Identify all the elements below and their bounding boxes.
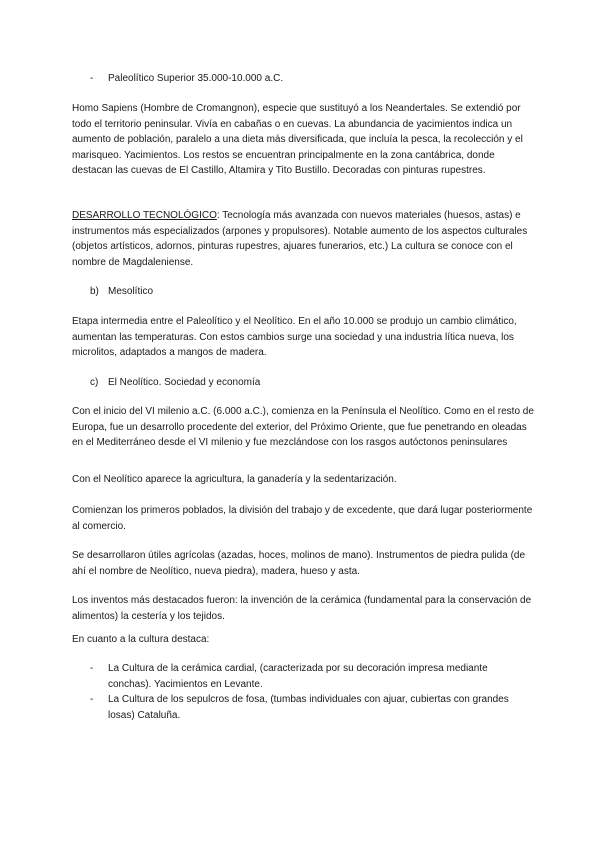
desarrollo-tecnologico-text: : Tecnología más avanzada con nuevos materiales (huesos, astas) e instrumentos más especializados (arpones y propulsores). Notable aumento de los aspectos culturales (objetos artísticos, adornos, pinturas rupestres, ajuares funerarios, etc.) La cultura se conoce con el nombre de Magdaleniense.	[72, 210, 528, 268]
cultura-intro: En cuanto a la cultura destaca:	[72, 634, 210, 645]
list-item: La Cultura de los sepulcros de fosa, (tumbas individuales con ajuar, cubiertas con grandes losas) Cataluña.	[108, 694, 509, 721]
mesolitico-heading: Mesolítico	[108, 286, 154, 297]
paleo-superior-paragraph: Homo Sapiens (Hombre de Cromangnon), especie que sustituyó a los Neandertales. Se extendió por todo el territorio peninsular. Vivía en cabañas o en cuevas. La abundancia de yacimientos indica un aumento de población, paralelo a una dieta más diversificada, que incluía la pesca, la recolección y el marisqueo. Yacimientos. Los restos se encuentran principalmente en la zona cantábrica, donde destacan las cuevas de El Castillo, Altamira y Tito Bustillo. Decoradas con pinturas rupestres.	[72, 103, 523, 176]
neolitico-paragraph-5: Los inventos más destacados fueron: la invención de la cerámica (fundamental para la conservación de alimentos) la cestería y los tejidos.	[72, 595, 532, 622]
neolitico-paragraph-3: Comienzan los primeros poblados, la división del trabajo y de excedente, que dará lugar posteriormente al comercio.	[72, 505, 533, 532]
neolitico-paragraph-4: Se desarrollaron útiles agrícolas (azadas, hoces, molinos de mano). Instrumentos de piedra pulida (de ahí el nombre de Neolítico, nueva piedra), madera, hueso y asta.	[72, 550, 526, 577]
list-item-marker: -	[90, 663, 94, 674]
neolitico-heading: El Neolítico. Sociedad y economía	[108, 377, 261, 388]
neolitico-paragraph-1: Con el inicio del VI milenio a.C. (6.000 a.C.), comienza en la Península el Neolítico. Como en el resto de Europa, fue un desarrollo procedente del exterior, del Próximo Oriente, que fue penetrando en oleadas en el Mediterráneo desde el VI milenio y fue mezclándose con los rasgos autóctonos peninsulares	[72, 406, 534, 448]
mesolitico-paragraph: Etapa intermedia entre el Paleolítico y el Neolítico. En el año 10.000 se produjo un cambio climático, aumentan las temperaturas. Con estos cambios surge una sociedad y una industria lítica nueva, los microlitos, adaptados a mangos de madera.	[72, 316, 517, 358]
list-item-marker: -	[90, 694, 94, 705]
mesolitico-marker: b)	[90, 286, 99, 297]
paleo-superior-marker: -	[90, 73, 94, 84]
desarrollo-tecnologico-paragraph	[72, 208, 534, 270]
neolitico-marker: c)	[90, 377, 99, 388]
paleo-superior-heading: Paleolítico Superior 35.000-10.000 a.C.	[108, 73, 284, 84]
list-item: La Cultura de la cerámica cardial, (caracterizada por su decoración impresa mediante conchas). Yacimientos en Levante.	[108, 663, 488, 690]
neolitico-paragraph-2: Con el Neolítico aparece la agricultura, la ganadería y la sedentarización.	[72, 474, 397, 485]
desarrollo-tecnologico-label: DESARROLLO TECNOLÓGICO	[72, 210, 217, 221]
